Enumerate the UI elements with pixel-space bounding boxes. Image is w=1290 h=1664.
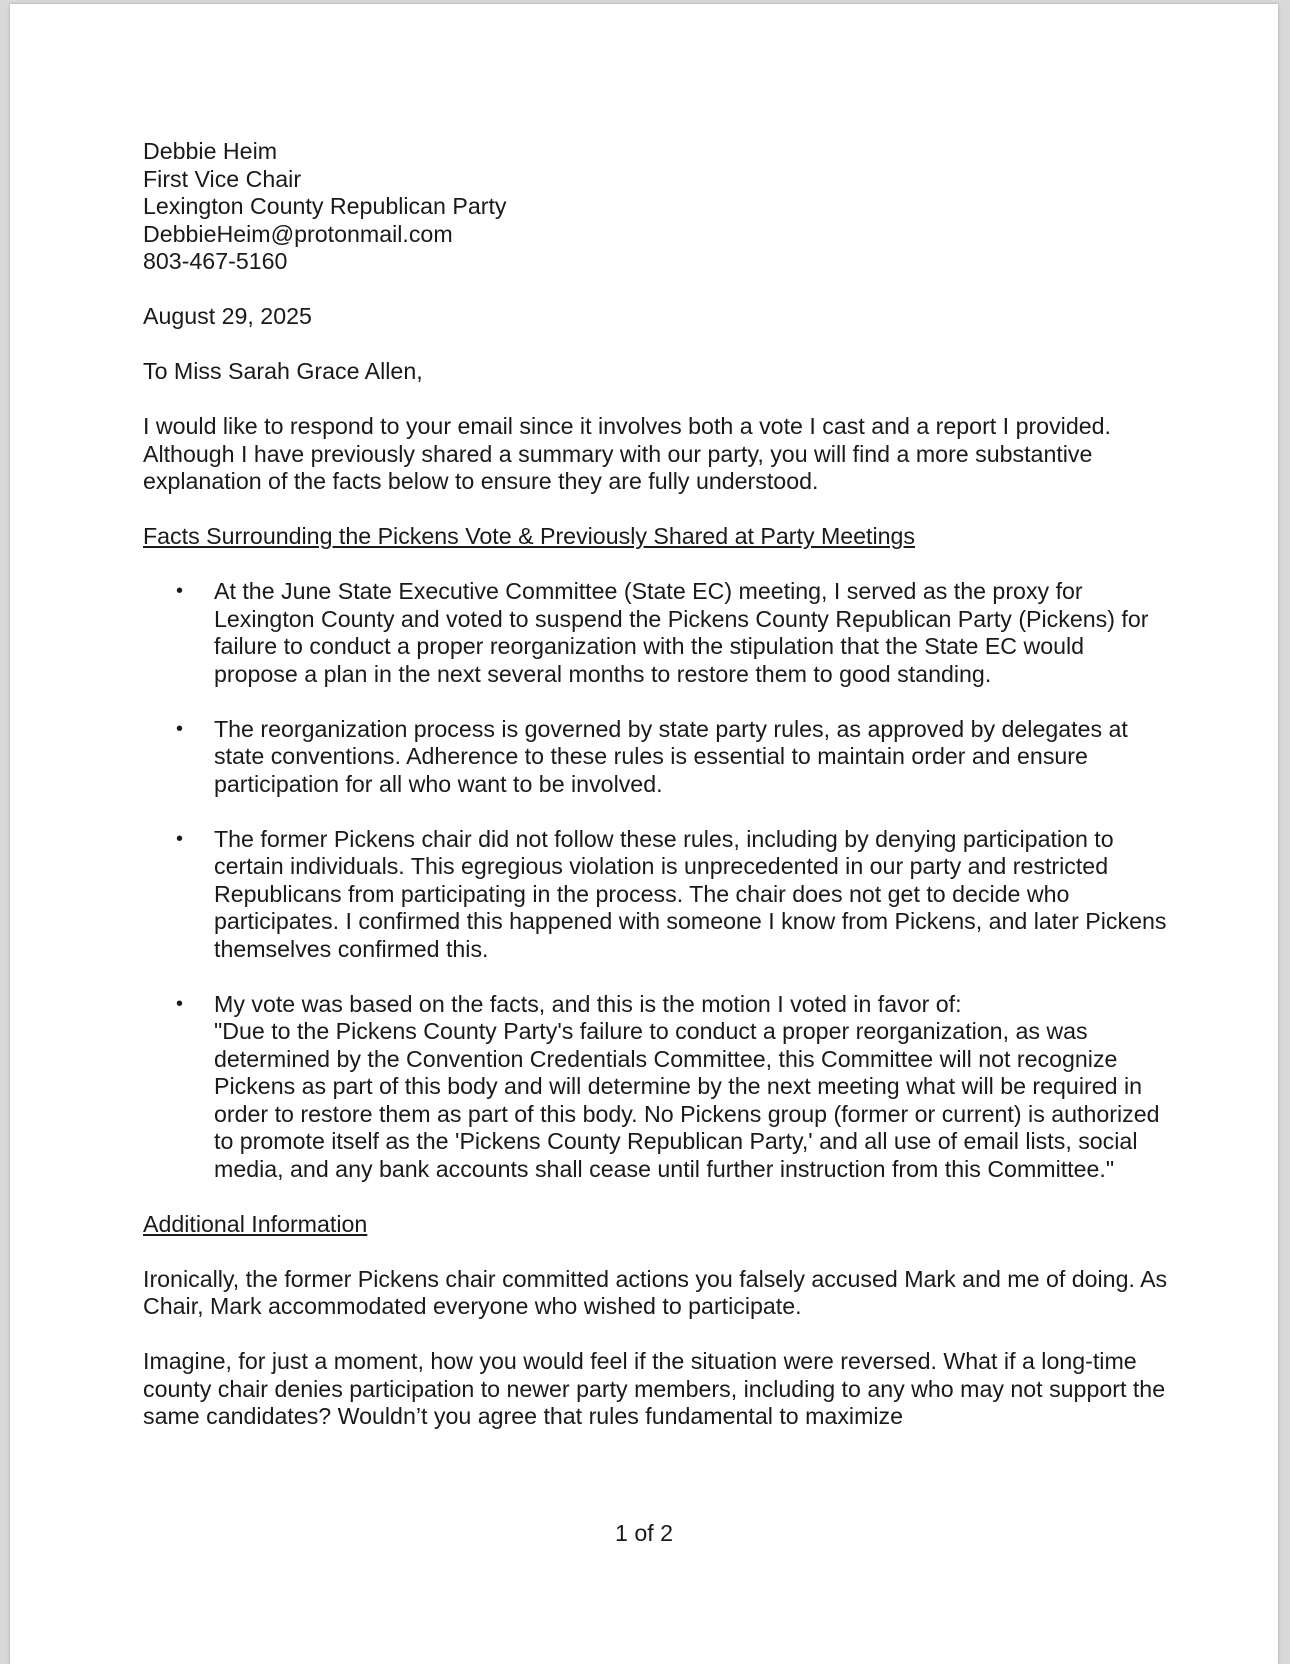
list-item bbox=[143, 826, 1173, 964]
list-item bbox=[143, 991, 1173, 1184]
motion-quote: "Due to the Pickens County Party's failure to conduct a proper reorganization, as was determined by the Convention Credentials Committee, this Committee will not recognize Pickens as part of this body and will determine by the next meeting what will be required in order to restore them as part of this body. No Pickens group (former or current) is authorized to promote itself as the 'Pickens County Republican Party,' and all use of email lists, social media, and any bank accounts shall cease until further instruction from this Committee." bbox=[214, 1018, 1160, 1182]
sender-phone: 803-467-5160 bbox=[143, 248, 288, 274]
additional-paragraph: Imagine, for just a moment, how you would feel if the situation were reversed. What if a long-time county chair denies participation to newer party members, including to any who may not support the same candidates? Wouldn’t you agree that rules fundamental to maximize bbox=[143, 1348, 1166, 1429]
letter-body bbox=[143, 138, 1173, 1431]
sender-name: Debbie Heim bbox=[143, 138, 278, 164]
bullet-icon: • bbox=[176, 992, 184, 1015]
bullet-icon: • bbox=[176, 827, 184, 850]
fact-text: The reorganization process is governed by state party rules, as approved by delegates at state conventions. Adherence to these rules is essential to maintain order and ensure participation for all who want to be involved. bbox=[214, 715, 1128, 797]
additional-heading: Additional Information bbox=[143, 1210, 368, 1237]
bullet-icon: • bbox=[176, 717, 184, 740]
letter-date: August 29, 2025 bbox=[143, 303, 312, 329]
salutation: To Miss Sarah Grace Allen, bbox=[143, 358, 423, 384]
facts-list bbox=[143, 578, 1173, 1183]
sender-email: DebbieHeim@protonmail.com bbox=[143, 220, 453, 247]
sender-organization: Lexington County Republican Party bbox=[143, 193, 507, 219]
facts-heading: Facts Surrounding the Pickens Vote & Previously Shared at Party Meetings bbox=[143, 523, 916, 549]
additional-paragraph: Ironically, the former Pickens chair committed actions you falsely accused Mark and me of doing. As Chair, Mark accommodated everyone who wished to participate. bbox=[143, 1265, 1168, 1319]
fact-text: At the June State Executive Committee (State EC) meeting, I served as the proxy for Lexington County and voted to suspend the Pickens County Republican Party (Pickens) for failure to conduct a proper reorganization with the stipulation that the State EC would propose a plan in the next several months to restore them to good standing. bbox=[214, 578, 1149, 687]
motion-intro: My vote was based on the facts, and this is the motion I voted in favor of: bbox=[214, 990, 962, 1017]
page-number: 1 of 2 bbox=[614, 1520, 673, 1546]
sender-title: First Vice Chair bbox=[143, 165, 302, 192]
bullet-icon: • bbox=[176, 580, 184, 602]
document-page bbox=[10, 4, 1278, 1664]
list-item bbox=[143, 716, 1173, 799]
sender-block bbox=[143, 138, 1173, 276]
intro-paragraph: I would like to respond to your email since it involves both a vote I cast and a report I provided. Although I have previously shared a summary with our party, you will find a more substantive explanation of the facts below to ensure they are fully understood. bbox=[143, 413, 1111, 494]
list-item bbox=[143, 578, 1173, 688]
fact-text: The former Pickens chair did not follow these rules, including by denying participation to certain individuals. This egregious violation is unprecedented in our party and restricted Republicans from participating in the process. The chair does not get to decide who participates. I confirmed this happened with someone I know from Pickens, and later Pickens themselves confirmed this. bbox=[214, 825, 1167, 962]
